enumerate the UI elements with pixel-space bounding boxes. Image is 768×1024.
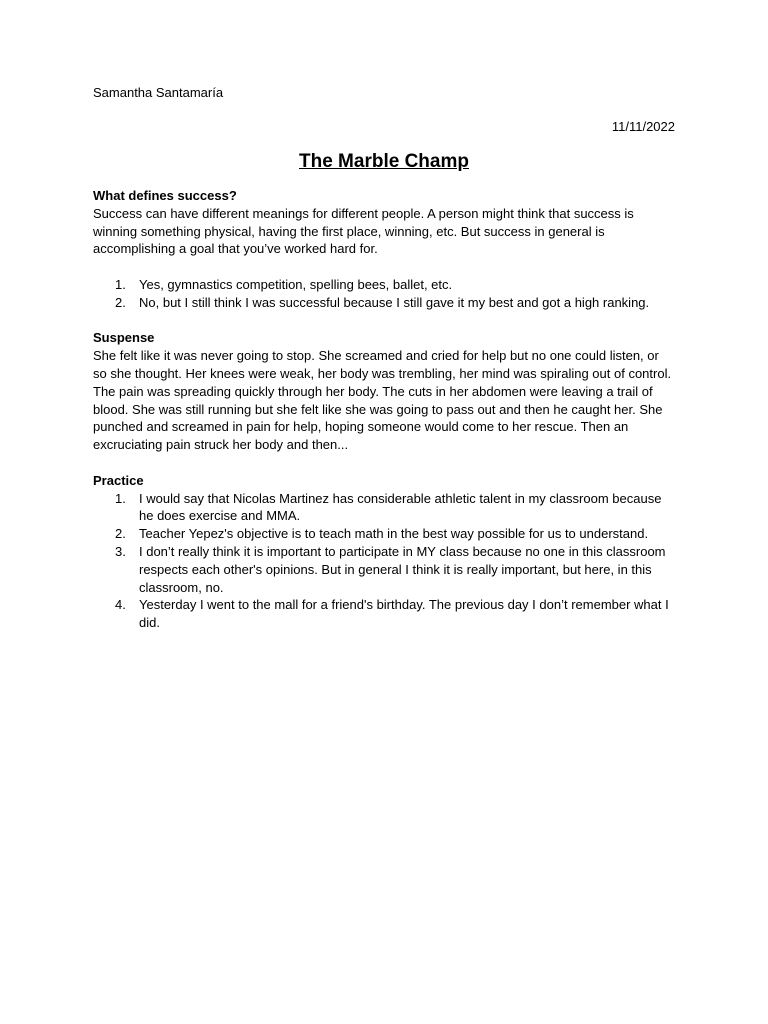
- list-item-text: Yesterday I went to the mall for a friend's birthday. The previous day I don’t remember what I did.: [139, 597, 669, 631]
- list-item-text: No, but I still think I was successful because I still gave it my best and got a high ranking.: [139, 294, 650, 310]
- list-item-number: 1.: [115, 490, 126, 506]
- section-paragraph: Success can have different meanings for different people. A person might think that success is winning something physical, having the first place, winning, etc. But success in general is accomplishing a goal that you’ve worked hard for.: [93, 205, 634, 257]
- list-item: [93, 276, 675, 294]
- section-practice: [93, 472, 675, 632]
- section-success: [93, 187, 675, 312]
- section-suspense: [93, 329, 675, 454]
- section-heading: Practice: [93, 472, 144, 488]
- list-item-text: Teacher Yepez's objective is to teach math in the best way possible for us to understand.: [139, 526, 649, 542]
- numbered-list: [93, 276, 675, 312]
- document-date: 11/11/2022: [611, 119, 675, 134]
- list-item-number: 2.: [115, 526, 126, 542]
- list-item-text: I would say that Nicolas Martinez has considerable athletic talent in my classroom because he does exercise and MMA.: [139, 490, 662, 524]
- document-title: The Marble Champ: [299, 151, 469, 172]
- section-heading: Suspense: [93, 330, 155, 346]
- list-item-number: 3.: [115, 543, 126, 559]
- section-paragraph: She felt like it was never going to stop. She screamed and cried for help but no one could listen, or so she thought. Her knees were weak, her body was trembling, her mind was spiraling out of control. The pain was spreading quickly through her body. The cuts in her abdomen were leaving a trail of blood. She was still running but she felt like she was going to pass out and then he caught her. She punched and screamed in pain for help, hoping someone would come to her rescue. Then an excruciating pain struck her body and then...: [93, 348, 672, 453]
- list-item: [93, 596, 675, 632]
- author-name: Samantha Santamaría: [93, 85, 224, 100]
- list-item-text: Yes, gymnastics competition, spelling bees, ballet, etc.: [139, 276, 453, 292]
- list-item: [93, 294, 675, 312]
- list-item-number: 1.: [115, 276, 126, 292]
- document-page: [93, 84, 675, 632]
- numbered-list: [93, 490, 675, 632]
- list-item: [93, 525, 675, 543]
- list-item-number: 4.: [115, 597, 126, 613]
- section-heading: What defines success?: [93, 188, 237, 203]
- list-item-text: I don’t really think it is important to participate in MY class because no one in this classroom respects each other's opinions. But in general I think it is really important, but here, in this classroom, no.: [139, 543, 666, 595]
- list-item-number: 2.: [115, 294, 126, 310]
- list-item: [93, 490, 675, 526]
- list-item: [93, 543, 675, 596]
